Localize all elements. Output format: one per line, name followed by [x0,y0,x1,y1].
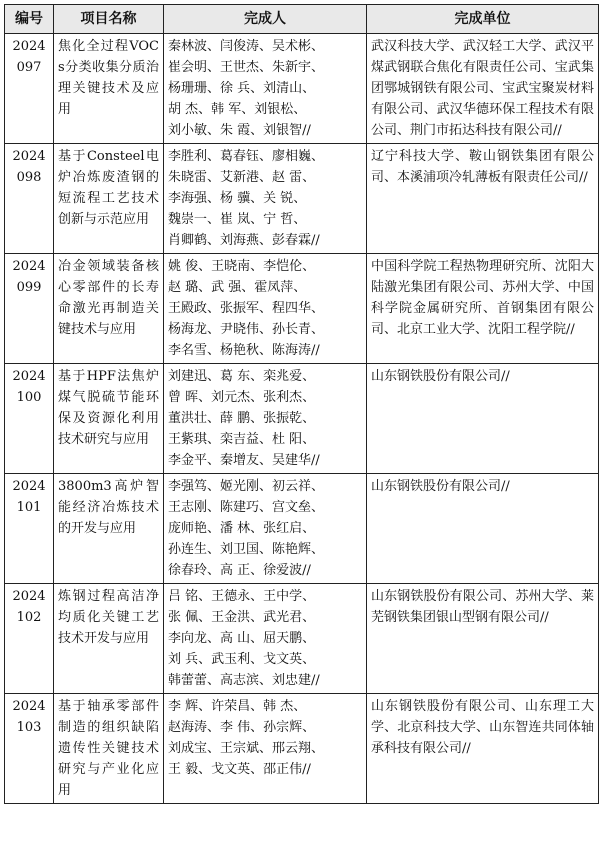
units-cell: 山东钢铁股份有限公司// [367,364,599,474]
project-id-line: 2024 [12,479,46,494]
header-project-name: 项目名称 [54,5,164,34]
project-name-cell: 基于Consteel电炉冶炼废渣钢的短流程工艺技术创新与示范应用 [54,144,164,254]
completers-line: 孙连生、刘卫国、陈艳辉、 [168,542,325,557]
units-cell: 山东钢铁股份有限公司、苏州大学、莱芜钢铁集团银山型钢有限公司// [367,584,599,694]
table-row [5,364,599,474]
completers-line: 吕 铭、王德永、王中学、 [168,589,316,604]
project-name-cell: 3800m3高炉智能经济冶炼技术的开发与应用 [54,474,164,584]
table-row [5,474,599,584]
units-cell: 武汉科技大学、武汉轻工大学、武汉平煤武钢联合焦化有限责任公司、宝武集团鄂城钢铁有限公司、宝武宝聚炭材料有限公司、武汉华德环保工程技术有限公司、荆门市拓达科技有限公司// [367,34,599,144]
project-id-cell [5,474,54,584]
completers-line: 李金平、秦增友、吴建华// [168,453,320,468]
project-name-cell: 冶金领域装备核心零部件的长寿命激光再制造关键技术与应用 [54,254,164,364]
completers-line: 姚 俊、王晓南、李恺伦、 [168,259,316,274]
table-row [5,254,599,364]
project-id-line: 098 [16,170,42,185]
project-id-line: 2024 [12,369,46,384]
completers-line: 庞师艳、潘 林、张红启、 [168,521,316,536]
project-id-line: 2024 [12,149,46,164]
table-row [5,584,599,694]
units-cell: 山东钢铁股份有限公司// [367,474,599,584]
completers-cell [164,254,367,364]
project-id-line: 101 [16,500,42,515]
completers-line: 肖卿鹤、刘海燕、彭春霖// [168,233,320,248]
completers-line: 秦林波、闫俊涛、吴术彬、 [168,39,325,54]
project-id-line: 102 [16,610,42,625]
project-name-cell: 炼钢过程高洁净均质化关键工艺技术开发与应用 [54,584,164,694]
completers-line: 李强笃、姬光刚、初云祥、 [168,479,325,494]
completers-cell [164,694,367,804]
completers-line: 杨珊珊、徐 兵、刘清山、 [168,81,316,96]
completers-line: 李向龙、高 山、屈天鹏、 [168,631,316,646]
project-id-cell [5,694,54,804]
project-name-cell: 基于HPF法焦炉煤气脱硫节能环保及资源化利用技术研究与应用 [54,364,164,474]
table-row [5,694,599,804]
completers-line: 朱晓雷、艾新港、赵 雷、 [168,170,316,185]
header-row [5,5,599,34]
completers-line: 刘小敏、朱 霞、刘银智// [168,123,311,138]
project-id-cell [5,584,54,694]
completers-line: 赵海涛、李 伟、孙宗辉、 [168,720,316,735]
completers-cell [164,364,367,474]
completers-line: 徐春玲、高 正、徐爱波// [168,563,311,578]
project-id-line: 2024 [12,699,46,714]
completers-line: 李名雪、杨艳秋、陈海涛// [168,343,320,358]
units-cell: 辽宁科技大学、鞍山钢铁集团有限公司、本溪浦项冷轧薄板有限责任公司// [367,144,599,254]
completers-line: 杨海龙、尹晓伟、孙长青、 [168,322,325,337]
header-id: 编号 [5,5,54,34]
completers-line: 曾 晖、刘元杰、张利杰、 [168,390,316,405]
completers-cell [164,584,367,694]
completers-line: 王 毅、戈文英、邵正伟// [168,762,311,777]
completers-line: 崔会明、王世杰、朱新宇、 [168,60,325,75]
awards-table [4,4,599,804]
project-name-cell: 焦化全过程VOCs分类收集分质治理关键技术及应用 [54,34,164,144]
header-completers: 完成人 [164,5,367,34]
completers-line: 王志刚、陈建巧、宫文垒、 [168,500,325,515]
units-cell: 山东钢铁股份有限公司、山东理工大学、北京科技大学、山东智连共同体轴承科技有限公司// [367,694,599,804]
completers-line: 刘建迅、葛 东、栾兆爱、 [168,369,316,384]
completers-line: 李 辉、许荣昌、韩 杰、 [168,699,307,714]
completers-line: 胡 杰、韩 军、刘银松、 [168,102,307,117]
table-row [5,34,599,144]
completers-cell [164,34,367,144]
table-header [5,5,599,34]
completers-line: 韩蕾蕾、高志滨、刘忠建// [168,673,320,688]
completers-line: 王紫琪、栾吉益、杜 阳、 [168,432,316,447]
project-id-line: 2024 [12,39,46,54]
project-id-line: 100 [16,390,42,405]
project-id-cell [5,144,54,254]
completers-line: 李海强、杨 骥、关 锐、 [168,191,307,206]
project-name-cell: 基于轴承零部件制造的组织缺陷遗传性关键技术研究与产业化应用 [54,694,164,804]
table-row [5,144,599,254]
project-id-line: 2024 [12,589,46,604]
completers-cell [164,474,367,584]
project-id-line: 103 [16,720,42,735]
units-cell: 中国科学院工程热物理研究所、沈阳大陆激光集团有限公司、苏州大学、中国科学院金属研究所、首钢集团有限公司、北京工业大学、沈阳工程学院// [367,254,599,364]
completers-line: 董洪壮、薛 鹏、张振乾、 [168,411,316,426]
project-id-cell [5,364,54,474]
completers-line: 魏崇一、崔 岚、宁 哲、 [168,212,307,227]
project-id-line: 2024 [12,259,46,274]
project-id-cell [5,34,54,144]
completers-line: 刘 兵、武玉利、戈文英、 [168,652,316,667]
completers-cell [164,144,367,254]
table-body [5,34,599,804]
completers-line: 刘成宝、王宗斌、邢云翔、 [168,741,325,756]
project-id-line: 097 [16,60,42,75]
completers-line: 张 佩、王金洪、武光君、 [168,610,316,625]
completers-line: 李胜利、葛春钰、廖相巍、 [168,149,325,164]
completers-line: 赵 璐、武 强、霍凤萍、 [168,280,307,295]
project-id-cell [5,254,54,364]
header-units: 完成单位 [367,5,599,34]
project-id-line: 099 [16,280,42,295]
completers-line: 王殿政、张振军、程四华、 [168,301,325,316]
